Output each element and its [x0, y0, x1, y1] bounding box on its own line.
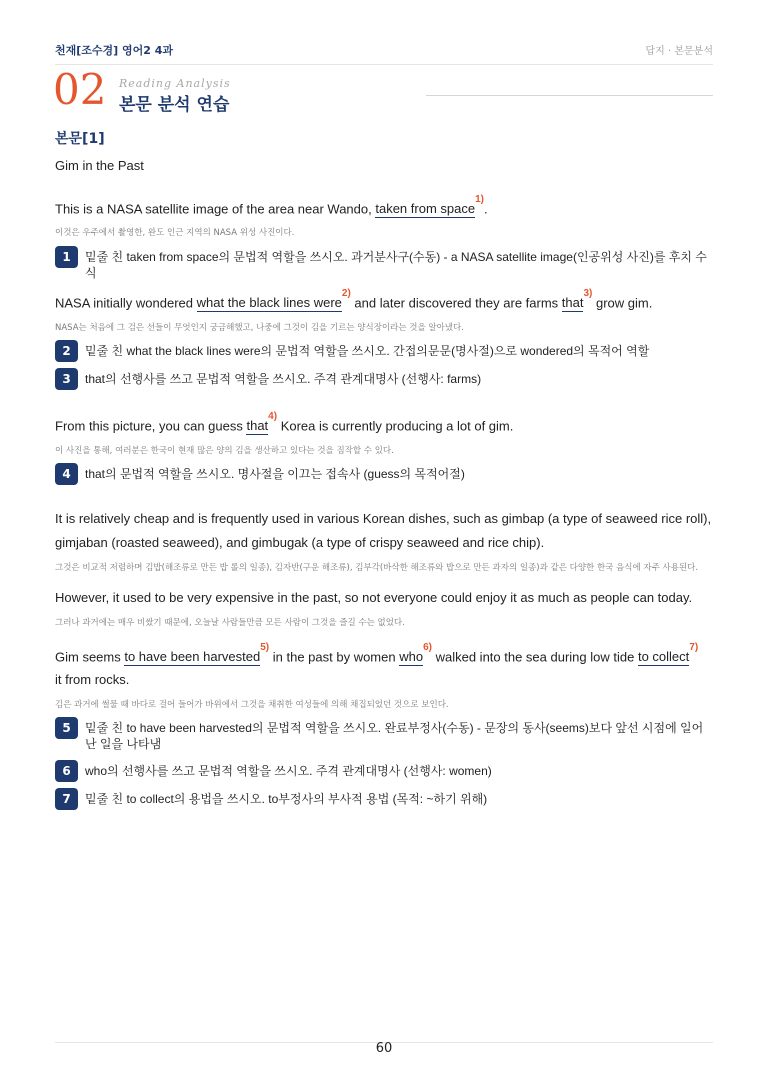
- passage-sentence-1: [55, 194, 713, 217]
- passage-sentence-2: [55, 288, 713, 311]
- translation-1: 이것은 우주에서 촬영한, 완도 인근 지역의 NASA 위성 사진이다.: [55, 228, 295, 238]
- underlined-phrase: who: [399, 649, 424, 665]
- question-number-badge: 4: [55, 463, 78, 485]
- underlined-phrase: that: [561, 295, 584, 311]
- question-number-badge: 5: [55, 717, 78, 739]
- passage-sentence-5: However, it used to be very expensive in the past, so not everyone could enjoy it as much as people can today.: [55, 590, 693, 605]
- passage-sentence-4-line-1: It is relatively cheap and is frequently used in various Korean dishes, such as gimbap (a type of seaweed rice roll),: [55, 511, 712, 526]
- translation-5: 그러나 과거에는 매우 비쌌기 때문에, 오늘날 사람들만큼 모든 사람이 그것을 즐길 수는 없었다.: [55, 618, 405, 628]
- chapter-title: 본문 분석 연습: [119, 95, 230, 115]
- underlined-phrase: to have been harvested: [124, 649, 261, 665]
- section-label: 본문[1]: [55, 131, 105, 147]
- question-text: 밑줄 친 to have been harvested의 문법적 역할을 쓰시오. 완료부정사(수동) - 문장의 동사(seems)보다 앞선 시점에 일어난 일을 나타냄: [85, 721, 704, 751]
- underlined-phrase: what the black lines were: [196, 295, 342, 311]
- footnote-marker: 1): [475, 194, 484, 205]
- page-number: 60: [375, 1041, 393, 1056]
- passage-sentence-3: [55, 411, 713, 434]
- translation-2: NASA는 처음에 그 검은 선들이 무엇인지 궁금해했고, 나중에 그것이 김을 기르는 양식장이라는 것을 알아냈다.: [55, 323, 464, 333]
- underlined-phrase: to collect: [637, 649, 690, 665]
- sentence-text: .: [483, 201, 488, 217]
- question-text: that의 선행사를 쓰고 문법적 역할을 쓰시오. 주격 관계대명사 (선행사: farms): [85, 372, 482, 386]
- footnote-marker: 3): [583, 288, 593, 299]
- question-text: that의 문법적 역할을 쓰시오. 명사절을 이끄는 접속사 (guess의 목적어절): [85, 467, 465, 481]
- question-number-badge: 1: [55, 246, 78, 268]
- underlined-phrase: that: [246, 418, 269, 434]
- footnote-marker: 2): [341, 288, 351, 299]
- textbook-label: 천재[조수경] 영어2 4과: [55, 44, 174, 57]
- question-number-badge: 7: [55, 788, 78, 810]
- page-header: [55, 40, 713, 65]
- sentence-text: From this picture, you can guess: [55, 418, 247, 434]
- passage-sentence-6-line-1: [55, 642, 713, 665]
- question-number-badge: 3: [55, 368, 78, 390]
- chapter-subtitle: Reading Analysis: [119, 77, 231, 90]
- sentence-text: NASA initially wondered: [55, 295, 197, 311]
- footnote-marker: 5): [260, 642, 270, 653]
- sentence-text: walked into the sea during low tide: [431, 649, 638, 665]
- title-divider: [426, 95, 713, 96]
- question-text: 밑줄 친 to collect의 용법을 쓰시오. to부정사의 부사적 용법 (목적: ~하기 위해): [85, 792, 488, 806]
- sentence-text: and later discovered they are farms: [350, 295, 562, 311]
- question-text: 밑줄 친 what the black lines were의 문법적 역할을 쓰시오. 간접의문문(명사절)으로 wondered의 목적어 역할: [85, 344, 650, 358]
- footnote-marker: 4): [268, 411, 278, 422]
- section-type-label: 답지 · 본문분석: [645, 46, 713, 57]
- footnote-marker: 7): [689, 642, 699, 653]
- question-number-badge: 2: [55, 340, 78, 362]
- underlined-phrase: taken from space: [375, 201, 476, 217]
- question-text: who의 선행사를 쓰고 문법적 역할을 쓰시오. 주격 관계대명사 (선행사: women): [85, 764, 492, 778]
- question-number-badge: 6: [55, 760, 78, 782]
- sentence-text: in the past by women: [269, 649, 400, 665]
- sentence-text: grow gim.: [592, 295, 653, 311]
- translation-4: 그것은 비교적 저렴하며 김밥(해조류로 만든 밥 롤의 일종), 김자반(구운 해조류), 김부각(바삭한 해조류와 밥으로 만든 과자의 일종)과 같은 다양한 한국 음식에 자주 사용된다.: [55, 563, 699, 573]
- translation-3: 이 사진을 통해, 여러분은 한국이 현재 많은 양의 김을 생산하고 있다는 것을 짐작할 수 있다.: [55, 446, 394, 456]
- passage-title: Gim in the Past: [55, 158, 144, 173]
- question-text: 밑줄 친 taken from space의 문법적 역할을 쓰시오. 과거분사구(수동) - a NASA satellite image(인공위성 사진)를 후치 수식: [85, 250, 707, 280]
- sentence-text: This is a NASA satellite image of the area near Wando,: [55, 201, 376, 217]
- sentence-text: Gim seems: [55, 649, 125, 665]
- sentence-text: Korea is currently producing a lot of gim.: [277, 418, 514, 434]
- passage-sentence-6-line-2: it from rocks.: [55, 672, 130, 687]
- footnote-marker: 6): [423, 642, 432, 653]
- passage-sentence-4-line-2: gimjaban (roasted seaweed), and gimbugak (a type of crispy seaweed and rice chip).: [55, 535, 545, 550]
- chapter-number: 02: [53, 65, 107, 114]
- translation-6: 김은 과거에 썰물 때 바다로 걸어 들어가 바위에서 그것을 채취한 여성들에 의해 채집되었던 것으로 보인다.: [55, 700, 449, 710]
